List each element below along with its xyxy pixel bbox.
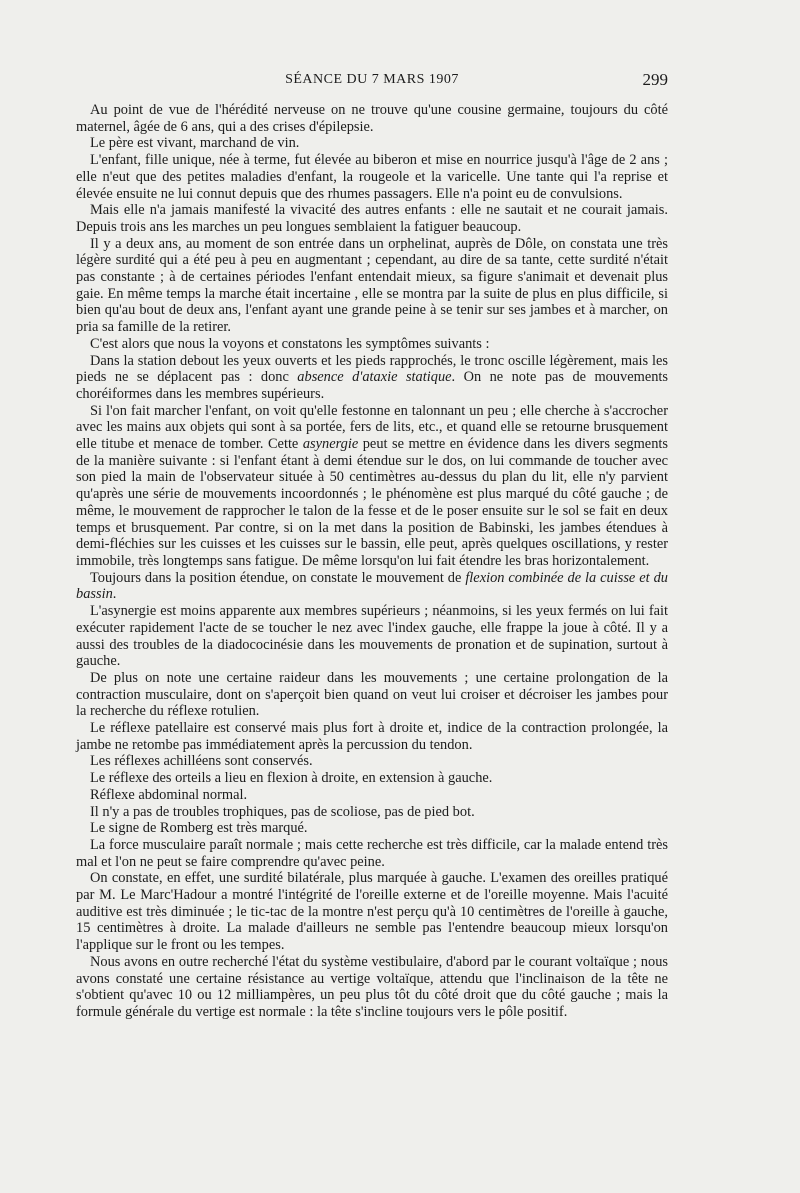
paragraph-reflexe-orteils: Le réflexe des orteils a lieu en flexion à droite, en extension à gauche. bbox=[90, 770, 493, 787]
paragraph-symptomes-intro: C'est alors que nous la voyons et constatons les symptômes suivants : bbox=[90, 335, 490, 352]
italic-term: flexion combinée de la cuisse et du bassin bbox=[76, 569, 668, 603]
running-title: SÉANCE DU 7 MARS 1907 bbox=[285, 72, 459, 87]
text-run: Toujours dans la position étendue, on constate le mouvement de bbox=[90, 569, 466, 586]
paragraph-romberg: Le signe de Romberg est très marqué. bbox=[90, 820, 308, 837]
body-text bbox=[76, 102, 668, 1021]
text-run: Dans la station debout les yeux ouverts et les pieds rapprochés, le tronc oscille légèrement, mais les pieds ne se déplacent pas : donc bbox=[76, 352, 668, 386]
paragraph-heredite: Au point de vue de l'hérédité nerveuse on ne trouve qu'une cousine germaine, toujours du côté maternel, âgée de 6 ans, qui a des crises d'épilepsie. bbox=[76, 102, 668, 135]
paragraph-reflexes-achilleens: Les réflexes achilléens sont conservés. bbox=[90, 753, 313, 770]
paragraph-vivacite: Mais elle n'a jamais manifesté la vivacité des autres enfants : elle ne sautait et ne courait jamais. Depuis trois ans les marches un peu longues semblaient la fatiguer beaucoup. bbox=[76, 202, 668, 235]
paragraph-raideur: De plus on note une certaine raideur dans les mouvements ; une certaine prolongation de la contraction musculaire, dont on s'aperçoit bien quand on veut lui croiser et décroiser les jambes pour la recherche du réflexe rotulien. bbox=[76, 669, 668, 720]
paragraph-reflexe-abdominal: Réflexe abdominal normal. bbox=[90, 786, 248, 803]
text-run: Si l'on fait marcher l'enfant, on voit qu'elle festonne en talonnant un peu ; elle cherche à s'accrocher avec les mains aux objets qui sont à sa portée, fers de lits, etc., et quand elle se retourne brusquement elle titube et menace de tomber. Cette bbox=[76, 402, 668, 453]
paragraph-enfance: L'enfant, fille unique, née à terme, fut élevée au biberon et mise en nourrice jusqu'à l'âge de 2 ans ; elle n'eut que des petites maladies d'enfant, la rougeole et la varicelle. Une tante qui l'a reprise et élevée ensuite ne lui connut depuis que des rhumes passagers. Elle n'a point eu de convulsions. bbox=[76, 152, 668, 202]
paragraph-pere: Le père est vivant, marchand de vin. bbox=[90, 135, 300, 152]
paragraph-flexion bbox=[76, 570, 668, 603]
paragraph-troubles-trophiques: Il n'y a pas de troubles trophiques, pas de scoliose, pas de pied bot. bbox=[90, 803, 475, 820]
page-number: 299 bbox=[642, 70, 668, 89]
italic-term: asynergie bbox=[302, 436, 359, 453]
text-run: . On ne note pas de mouvements choréiformes dans les membres supérieurs. bbox=[76, 369, 669, 402]
paragraph-surdite-bilaterale: On constate, en effet, une surdité bilatérale, plus marquée à gauche. L'examen des oreilles pratiqué par M. Le Marc'Hadour a montré l'intégrité de l'oreille externe et de l'oreille moyenne. Mais l'acuité auditive est très diminuée ; le tic-tac de la montre n'est perçu qu'à 10 centimètres de l'oreille à gauche, 15 centimètres à droite. La malade d'ailleurs ne semble pas l'entendre beaucoup mieux lorsqu'on l'applique sur le front ou les tempes. bbox=[76, 870, 668, 954]
paragraph-asynergie-membres: L'asynergie est moins apparente aux membres supérieurs ; néanmoins, si les yeux fermés on lui fait exécuter rapidement l'acte de se toucher le nez avec l'index gauche, elle frappe la joue à côté. Il y a aussi des troubles de la diadococinésie dans les mouvements de pronation et de supination, surtout à gauche. bbox=[76, 603, 668, 670]
paragraph-force-musculaire: La force musculaire paraît normale ; mais cette recherche est très difficile, car la malade entend très mal et l'on ne peut se faire comprendre qu'avec peine. bbox=[76, 836, 668, 870]
paragraph-station-debout bbox=[76, 353, 668, 403]
paragraph-systeme-vestibulaire: Nous avons en outre recherché l'état du système vestibulaire, d'abord par le courant voltaïque ; nous avons constaté une certaine résistance au vertige voltaïque, attendu que l'inclinaison de la tête ne s'obtient qu'avec 10 ou 12 milliampères, un peu plus tôt du côté droit que du côté gauche ; mais la formule générale du vertige est normale : la tête s'incline toujours vers le pôle positif. bbox=[76, 953, 668, 1020]
text-run: peut se mettre en évidence dans les divers segments de la manière suivante : si l'enfant étant à demi étendue sur le dos, on lui commande de toucher avec son pied la main de l'observateur située à 50 centimètres au-dessus du plan du lit, elle n'y parvient qu'après une série de mouvements incoordonnés ; le phénomène est plus marqué du côté gauche ; de même, le mouvement de rapprocher le talon de la fesse et de le poser ensuite sur le sol se fait en deux temps et brusquement. Par contre, si on la met dans la position de Babinski, les jambes étendues à demi-fléchies sur les cuisses et les cuisses sur le bassin, elle peut, après quelques oscillations, y rester immobile, très longtemps sans fatigue. De même lorsqu'on lui fait étendre les bras horizontalement. bbox=[76, 436, 668, 569]
text-run: . bbox=[112, 586, 117, 603]
paragraph-marche bbox=[76, 403, 668, 570]
italic-term: absence d'ataxie statique bbox=[297, 369, 452, 386]
page-header bbox=[76, 66, 668, 94]
paragraph-surdite-debut: Il y a deux ans, au moment de son entrée dans un orphelinat, auprès de Dôle, on constata une très légère surdité qui a été peu à peu en augmentant ; cependant, au dire de sa tante, cette surdité n'était pas constante ; à de certaines périodes l'enfant entendait mieux, sa figure s'animait et devenait plus gaie. En même temps la marche était incertaine , elle se montra par la suite de plus en plus difficile, si bien qu'au bout de deux ans, l'enfant ayant une grande peine à se tenir sur ses jambes et à marcher, on pria sa famille de la retirer. bbox=[76, 235, 668, 336]
paragraph-reflexe-patellaire: Le réflexe patellaire est conservé mais plus fort à droite et, indice de la contraction prolongée, la jambe ne retombe pas immédiatement après la percussion du tendon. bbox=[76, 720, 668, 753]
